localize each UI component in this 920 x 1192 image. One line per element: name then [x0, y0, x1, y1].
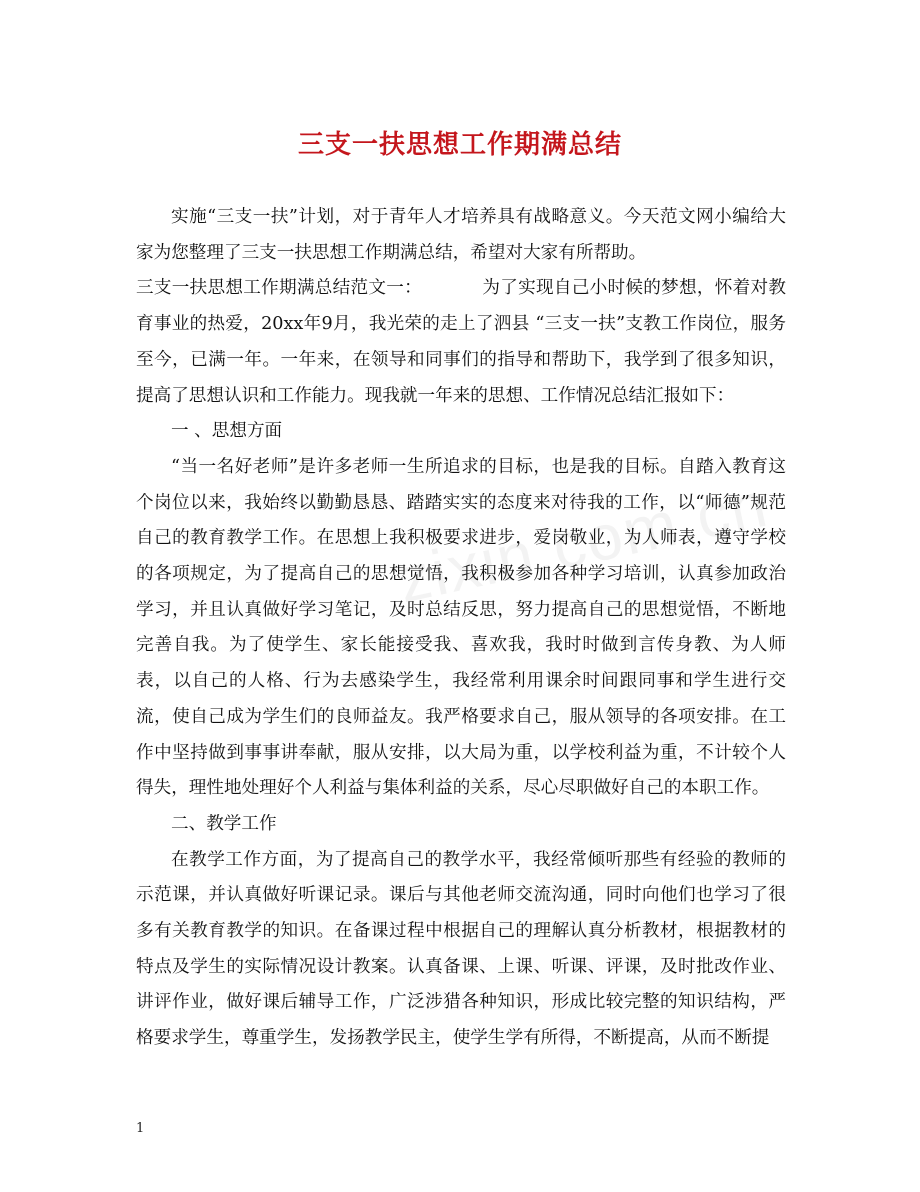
section-paragraph-thought: “当一名好老师”是许多老师一生所追求的目标，也是我的目标。自踏入教育这个岗位以来，我始终以勤勤恳恳、踏踏实实的态度来对待我的工作，以“师德”规范自己的教育教学工作。在思想上我积极要求进步，爱岗敬业，为人师表，遵守学校的各项规定，为了提高自己的思想觉悟，我积极参加各种学习培训，认真参加政治学习，并且认真做好学习笔记，及时总结反思，努力提高自己的思想觉悟，不断地完善自我。为了使学生、家长能接受我、喜欢我，我时时做到言传身教、为人师表，以自己的人格、行为去感染学生，我经常利用课余时间跟同事和学生进行交流，使自己成为学生们的良师益友。我严格要求自己，服从领导的各项安排。在工作中坚持做到事事讲奉献，服从安排，以大局为重，以学校利益为重，不计较个人得失，理性地处理好个人利益与集体利益的关系，尽心尽职做好自己的本职工作。: [136, 456, 786, 799]
section-heading-thought: 一 、思想方面: [171, 421, 283, 442]
page-number: 1: [136, 1121, 145, 1136]
sample-text: 为了实现自己小时候的梦想，怀着对教育事业的热爱，20xx年9月，我光荣的走上了泗县 “三支一扶”支教工作岗位，服务至今，已满一年。一年来，在领导和同事们的指导和帮助下，我学到了很多知识，提高了思想认识和工作能力。现我就一年来的思想、工作情况总结汇报如下：: [136, 278, 786, 406]
sample-paragraph: [136, 271, 786, 414]
section-paragraph-teaching: 在教学工作方面，为了提高自己的教学水平，我经常倾听那些有经验的教师的示范课，并认真做好听课记录。课后与其他老师交流沟通，同时向他们也学习了很多有关教育教学的知识。在备课过程中根据自己的理解认真分析教材，根据教材的特点及学生的实际情况设计教案。认真备课、上课、听课、评课，及时批改作业、讲评作业，做好课后辅导工作，广泛涉猎各种知识，形成比较完整的知识结构，严格要求学生，尊重学生，发扬教学民主，使学生学有所得，不断提高，从而不断提: [136, 849, 786, 1049]
section-heading-teaching: 二、教学工作: [171, 813, 277, 834]
document-body: [136, 200, 786, 1057]
intro-paragraph: 实施“三支一扶”计划，对于青年人才培养具有战略意义。今天范文网小编给大家为您整理了三支一扶思想工作期满总结，希望对大家有所帮助。: [136, 207, 786, 263]
document-title: 三支一扶思想工作期满总结: [297, 130, 622, 160]
sample-label: 三支一扶思想工作期满总结范文一：: [136, 278, 423, 299]
